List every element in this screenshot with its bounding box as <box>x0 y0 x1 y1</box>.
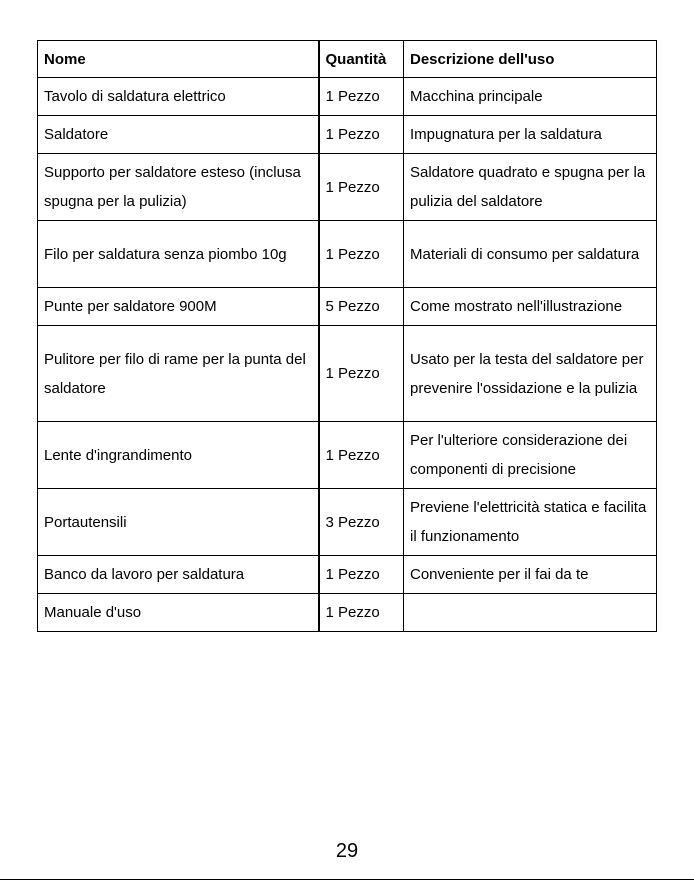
cell-name: Supporto per saldatore esteso (inclusa spugna per la pulizia) <box>38 154 319 221</box>
table-row <box>38 422 657 489</box>
cell-name: Lente d'ingrandimento <box>38 422 319 489</box>
cell-description: Previene l'elettricità statica e facilita il funzionamento <box>404 489 657 556</box>
table-row <box>38 556 657 594</box>
cell-name: Tavolo di saldatura elettrico <box>38 78 319 116</box>
table-row <box>38 288 657 326</box>
page-number: 29 <box>335 840 359 862</box>
cell-name: Saldatore <box>38 116 319 154</box>
cell-description <box>404 594 657 632</box>
cell-description: Usato per la testa del saldatore per prevenire l'ossidazione e la pulizia <box>404 326 657 422</box>
cell-description: Per l'ulteriore considerazione dei componenti di precisione <box>404 422 657 489</box>
cell-quantity: 1 Pezzo <box>319 326 404 422</box>
table-header-row <box>38 41 657 78</box>
cell-description: Conveniente per il fai da te <box>404 556 657 594</box>
table-row <box>38 489 657 556</box>
cell-name: Pulitore per filo di rame per la punta del saldatore <box>38 326 319 422</box>
cell-quantity: 1 Pezzo <box>319 154 404 221</box>
cell-description: Saldatore quadrato e spugna per la pulizia del saldatore <box>404 154 657 221</box>
cell-description: Materiali di consumo per saldatura <box>404 221 657 288</box>
cell-description: Macchina principale <box>404 78 657 116</box>
header-name: Nome <box>38 41 319 78</box>
cell-quantity: 1 Pezzo <box>319 556 404 594</box>
table-row <box>38 594 657 632</box>
table-row <box>38 116 657 154</box>
cell-quantity: 3 Pezzo <box>319 489 404 556</box>
table-row <box>38 78 657 116</box>
cell-name: Punte per saldatore 900M <box>38 288 319 326</box>
parts-list-table <box>37 40 657 632</box>
cell-quantity: 1 Pezzo <box>319 594 404 632</box>
table-row <box>38 326 657 422</box>
cell-quantity: 5 Pezzo <box>319 288 404 326</box>
cell-name: Portautensili <box>38 489 319 556</box>
cell-quantity: 1 Pezzo <box>319 78 404 116</box>
cell-description: Come mostrato nell'illustrazione <box>404 288 657 326</box>
header-description: Descrizione dell'uso <box>404 41 657 78</box>
cell-name: Filo per saldatura senza piombo 10g <box>38 221 319 288</box>
cell-description: Impugnatura per la saldatura <box>404 116 657 154</box>
footer-divider <box>0 879 694 880</box>
cell-quantity: 1 Pezzo <box>319 422 404 489</box>
cell-quantity: 1 Pezzo <box>319 221 404 288</box>
header-quantity: Quantità <box>319 41 404 78</box>
table-row <box>38 154 657 221</box>
cell-name: Banco da lavoro per saldatura <box>38 556 319 594</box>
cell-name: Manuale d'uso <box>38 594 319 632</box>
table-row <box>38 221 657 288</box>
cell-quantity: 1 Pezzo <box>319 116 404 154</box>
